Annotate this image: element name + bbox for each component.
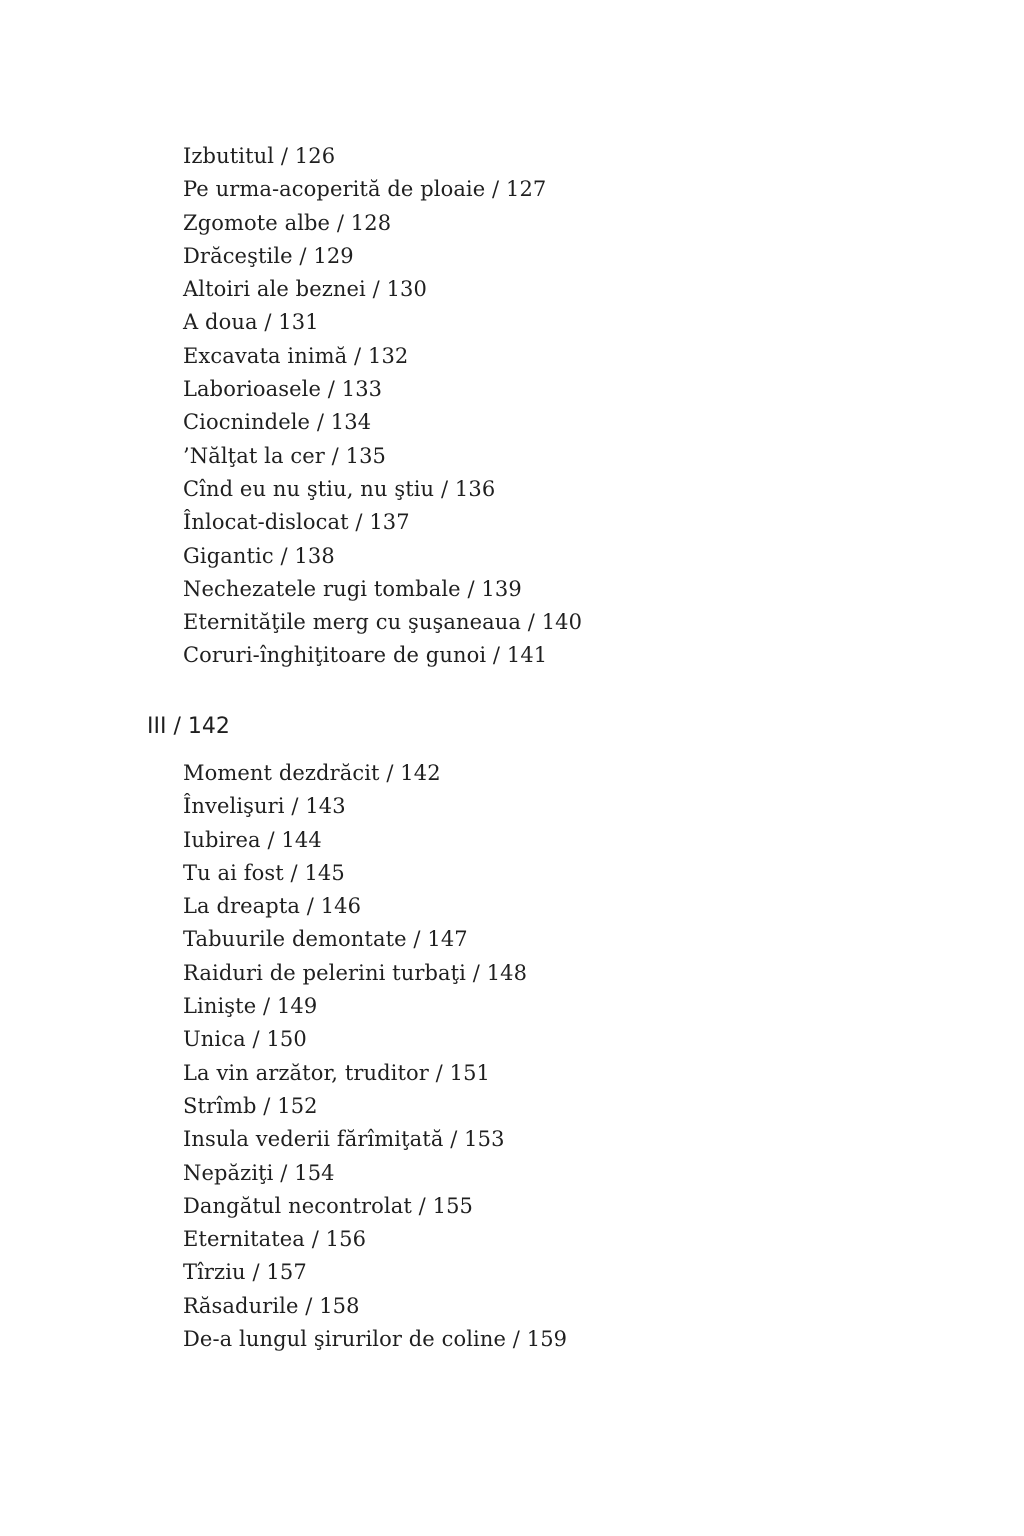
toc-entry: Raiduri de pelerini turbaţi / 148 (183, 960, 528, 985)
toc-entry: Răsadurile / 158 (183, 1293, 360, 1318)
toc-entry: Unica / 150 (183, 1027, 307, 1052)
toc-entry: Învelişuri / 143 (183, 794, 346, 819)
toc-entry: Înlocat-dislocat / 137 (183, 510, 410, 535)
toc-entry: A doua / 131 (183, 310, 319, 335)
toc-entry: La dreapta / 146 (183, 894, 362, 919)
toc-entry: Eternitatea / 156 (183, 1227, 367, 1252)
toc-entry: Iubirea / 144 (183, 827, 322, 852)
toc-entry: Pe urma-acoperită de ploaie / 127 (183, 177, 547, 202)
toc-entry: Tîrziu / 157 (183, 1260, 307, 1285)
toc-entry: Nepăziţi / 154 (183, 1160, 335, 1185)
toc-list-part-three (183, 757, 567, 1356)
toc-entry: Altoiri ale beznei / 130 (183, 277, 427, 302)
toc-entry: Strîmb / 152 (183, 1093, 318, 1118)
section-heading: III / 142 (147, 714, 230, 739)
toc-entry: Ciocnindele / 134 (183, 410, 372, 435)
toc-entry: Moment dezdrăcit / 142 (183, 761, 441, 785)
toc-entry: Tabuurile demontate / 147 (183, 927, 468, 952)
toc-entry: Izbutitul / 126 (183, 144, 336, 168)
toc-entry: Laborioasele / 133 (183, 377, 383, 402)
toc-entry: Nechezatele rugi tombale / 139 (183, 576, 522, 601)
toc-list-part-two (183, 140, 582, 673)
toc-entry: ’Nălţat la cer / 135 (183, 443, 387, 468)
toc-entry: Drăceştile / 129 (183, 243, 354, 268)
toc-entry: Zgomote albe / 128 (183, 210, 392, 235)
toc-entry: La vin arzător, truditor / 151 (183, 1060, 491, 1085)
toc-entry: Insula vederii fărîmiţată / 153 (183, 1127, 505, 1152)
toc-entry: Cînd eu nu ştiu, nu ştiu / 136 (183, 476, 496, 501)
toc-entry: Eternităţile merg cu şuşaneaua / 140 (183, 610, 583, 635)
toc-entry: Gigantic / 138 (183, 543, 335, 568)
toc-entry: Tu ai fost / 145 (183, 860, 345, 885)
toc-entry: Excavata inimă / 132 (183, 343, 409, 368)
toc-entry: De-a lungul şirurilor de coline / 159 (183, 1327, 568, 1352)
toc-entry: Linişte / 149 (183, 994, 318, 1019)
toc-entry: Coruri-înghiţitoare de gunoi / 141 (183, 643, 548, 668)
toc-entry: Dangătul necontrolat / 155 (183, 1193, 473, 1218)
